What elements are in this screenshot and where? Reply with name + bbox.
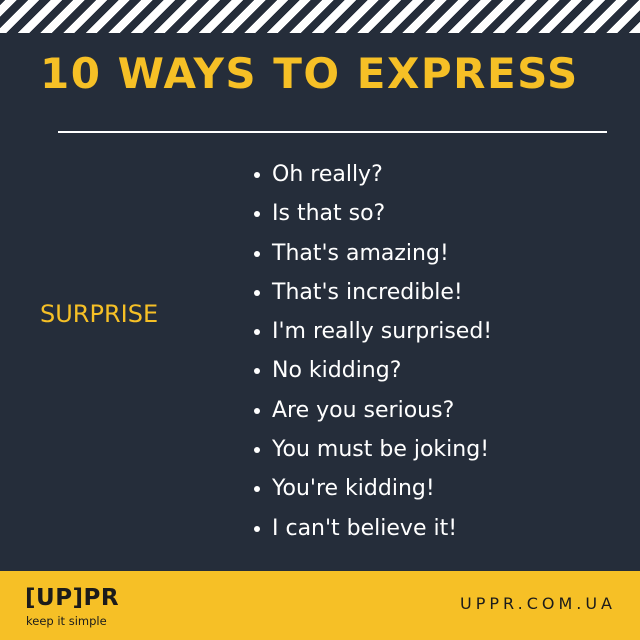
phrase-text: That's amazing! — [272, 240, 449, 266]
phrase-text: Oh really? — [272, 162, 383, 187]
phrase-item-8 — [252, 430, 492, 469]
phrase-text: Are you serious? — [272, 397, 455, 423]
phrase-text: That's incredible! — [272, 279, 463, 305]
phrase-item-9 — [252, 469, 492, 508]
phrase-text: I'm really surprised! — [272, 319, 493, 345]
phrase-text: I can't believe it! — [272, 515, 458, 541]
bullet-icon — [254, 251, 260, 257]
phrase-text: You're kidding! — [272, 476, 435, 502]
phrase-item-7 — [252, 391, 492, 430]
bullet-icon — [254, 447, 260, 453]
phrase-item-4 — [252, 273, 492, 312]
bullet-icon — [254, 290, 260, 296]
phrase-text: Is that so? — [272, 201, 386, 227]
footer-bar — [0, 571, 640, 640]
page-title: 10 WAYS TO EXPRESS — [40, 49, 579, 98]
striped-header-band — [0, 0, 640, 33]
bullet-icon — [254, 211, 260, 217]
bullet-icon — [254, 172, 260, 178]
brand-logo: [UP]PR — [25, 585, 120, 611]
phrase-list — [252, 155, 492, 548]
website-link[interactable]: UPPR.COM.UA — [460, 594, 616, 613]
title-divider — [58, 131, 607, 133]
phrase-item-2 — [252, 194, 492, 233]
phrase-text: No kidding? — [272, 358, 402, 384]
bullet-icon — [254, 526, 260, 532]
phrase-item-3 — [252, 234, 492, 273]
bullet-icon — [254, 408, 260, 414]
bullet-icon — [254, 486, 260, 492]
phrase-text: You must be joking! — [272, 437, 490, 463]
bullet-icon — [254, 368, 260, 374]
phrase-item-5 — [252, 312, 492, 351]
phrase-item-10 — [252, 509, 492, 548]
phrase-item-1 — [252, 155, 492, 194]
bullet-icon — [254, 329, 260, 335]
phrase-item-6 — [252, 351, 492, 390]
category-label: SURPRISE — [40, 300, 159, 328]
brand-tagline: keep it simple — [26, 614, 107, 628]
